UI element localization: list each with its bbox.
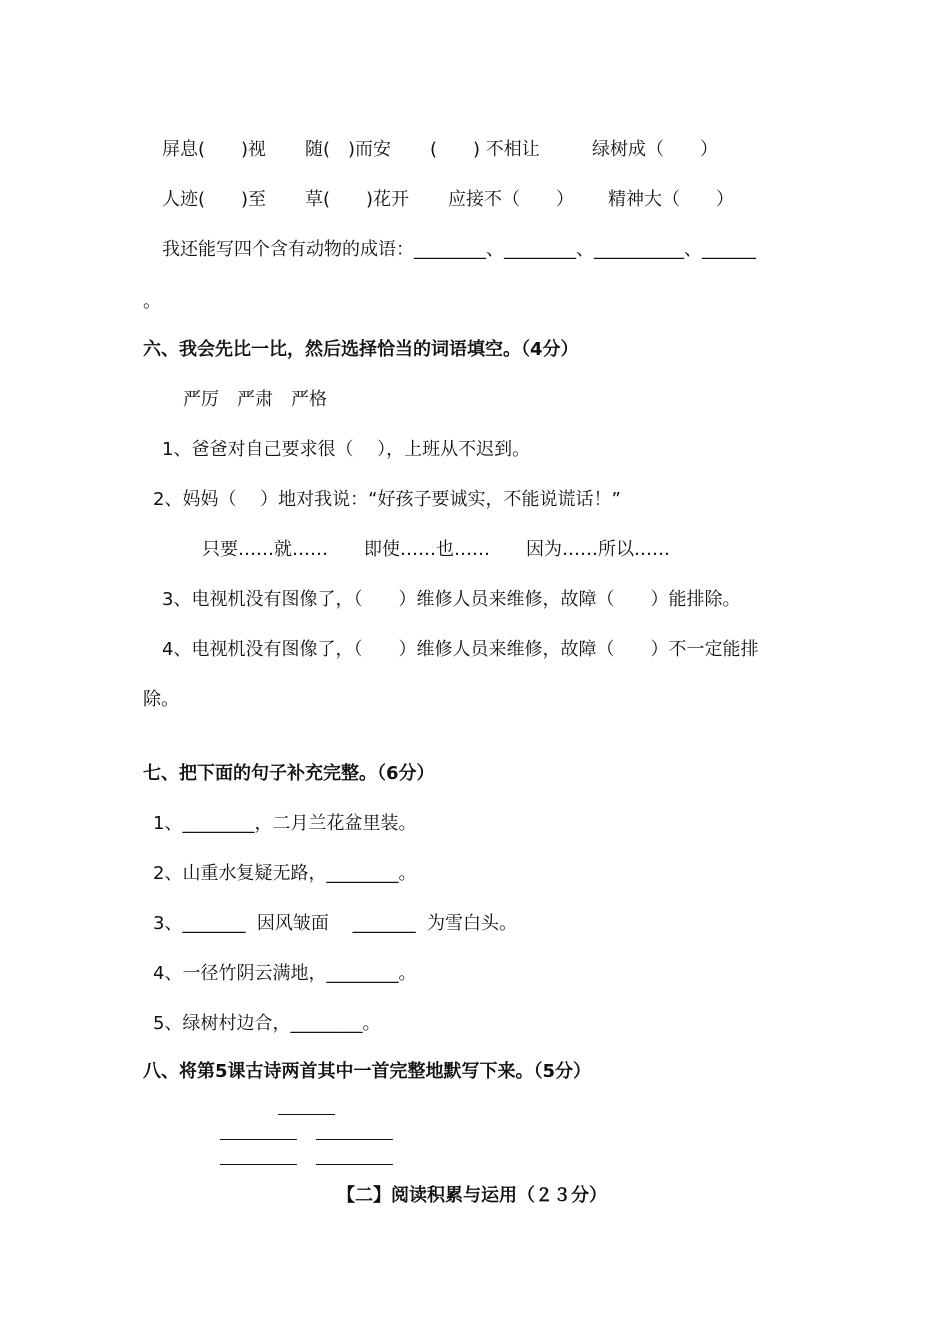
section6-q4-end: 除。 bbox=[143, 689, 179, 710]
idiom-8: 精神大（ ） bbox=[608, 189, 734, 210]
part2-title: 【二】阅读积累与运用（２３分） bbox=[337, 1185, 607, 1206]
poem-line-2-blank[interactable] bbox=[316, 1139, 393, 1140]
poem-title-blank[interactable] bbox=[278, 1114, 335, 1115]
section7-q1: 1、________，二月兰花盆里装。 bbox=[153, 813, 417, 834]
idiom-7: 应接不（ ） bbox=[448, 189, 574, 210]
animal-idioms-prompt: 我还能写四个含有动物的成语：________、________、__________、______ bbox=[162, 239, 756, 260]
section7-q5: 5、绿树村边合，________。 bbox=[153, 1013, 381, 1034]
poem-line-3-blank[interactable] bbox=[220, 1164, 297, 1165]
section6-q4: 4、电视机没有图像了，（ ）维修人员来维修，故障（ ）不一定能排 bbox=[162, 639, 759, 660]
section6-q2: 2、妈妈（ ）地对我说：“好孩子要诚实，不能说谎话！” bbox=[153, 489, 621, 510]
idiom-6: 草( )花开 bbox=[305, 189, 410, 210]
word-choices-1: 严厉 严肃 严格 bbox=[183, 389, 327, 410]
section8-title: 八、将第5课古诗两首其中一首完整地默写下来。（5分） bbox=[143, 1061, 592, 1082]
section7-q2: 2、山重水复疑无路，________。 bbox=[153, 863, 417, 884]
section6-q1: 1、爸爸对自己要求很（ ），上班从不迟到。 bbox=[162, 439, 531, 460]
animal-idioms-end: 。 bbox=[143, 291, 161, 312]
idiom-4: 绿树成（ ） bbox=[592, 139, 718, 160]
poem-line-1-blank[interactable] bbox=[220, 1139, 297, 1140]
section7-q3: 3、_______ 因风皱面 _______ 为雪白头。 bbox=[153, 913, 518, 934]
idiom-5: 人迹( )至 bbox=[162, 189, 267, 210]
section6-q3: 3、电视机没有图像了，（ ）维修人员来维修，故障（ ）能排除。 bbox=[162, 589, 741, 610]
idiom-1: 屏息( )视 bbox=[162, 139, 267, 160]
section7-title: 七、把下面的句子补充完整。（6分） bbox=[143, 763, 435, 784]
poem-line-4-blank[interactable] bbox=[316, 1164, 393, 1165]
idiom-3: ( ) 不相让 bbox=[430, 139, 540, 160]
section6-title: 六、我会先比一比，然后选择恰当的词语填空。（4分） bbox=[143, 339, 579, 360]
word-choices-2: 只要……就…… 即使……也…… 因为……所以…… bbox=[202, 539, 670, 560]
section7-q4: 4、一径竹阴云满地，________。 bbox=[153, 963, 417, 984]
idiom-2: 随( )而安 bbox=[305, 139, 392, 160]
